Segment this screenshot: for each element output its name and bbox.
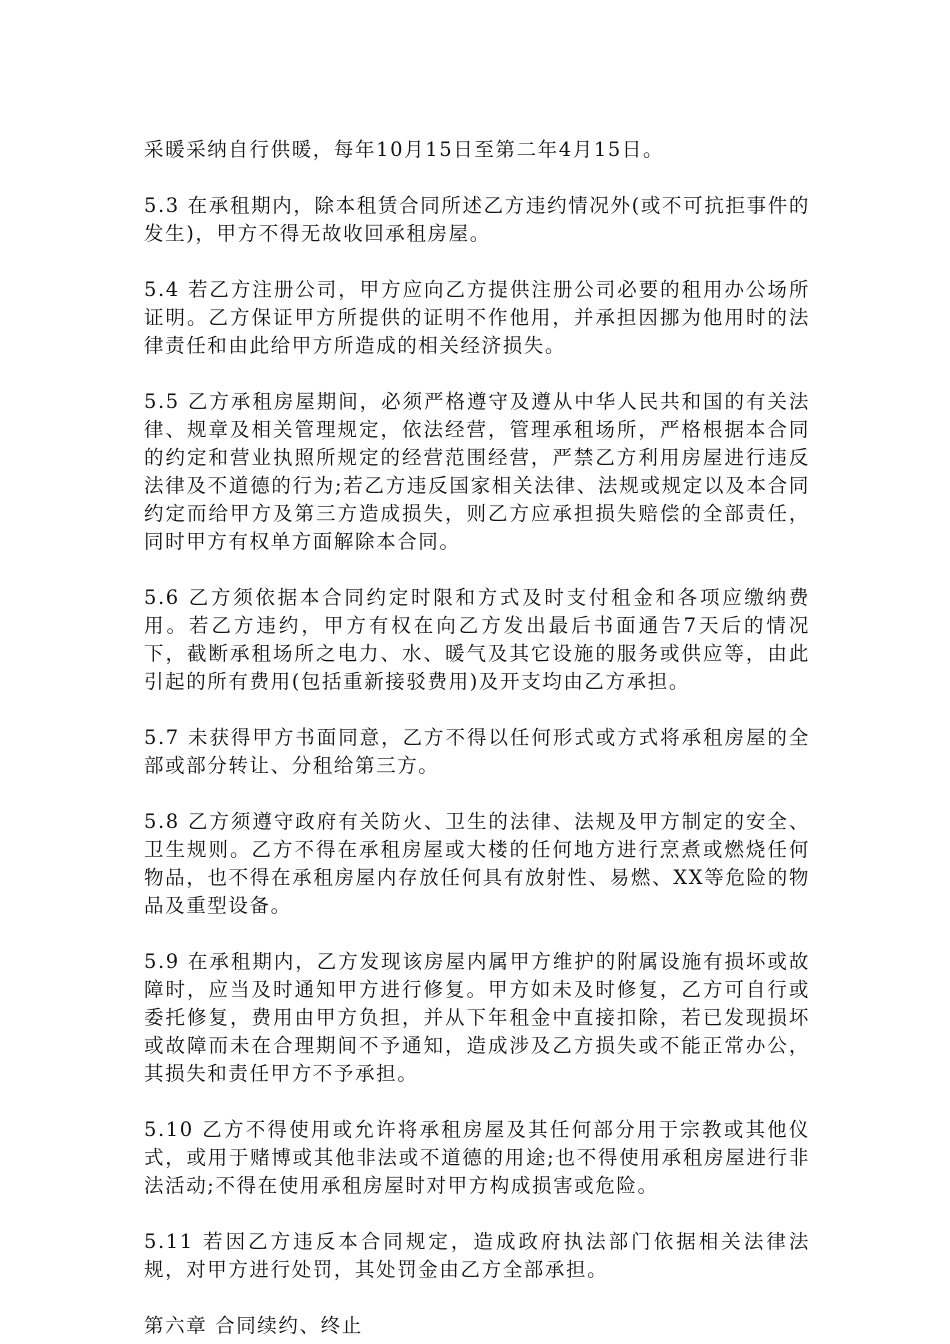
paragraph-heating: 采暖采纳自行供暖，每年10月15日至第二年4月15日。 [144, 138, 665, 161]
paragraph-5-6: 5.6 乙方须依据本合同约定时限和方式及时支付租金和各项应缴纳费用。若乙方违约，甲方有权在向乙方发出最后书面通告7天后的情况下，截断承租场所之电力、水、暖气及其它设施的服务或供应等，由此引起的所有费用(包括重新接驳费用)及开支均由乙方承担。 [144, 586, 810, 693]
paragraph-5-3: 5.3 在承租期内，除本租赁合同所述乙方违约情况外(或不可抗拒事件的发生)，甲方不得无故收回承租房屋。 [144, 194, 810, 245]
paragraph-5-7: 5.7 未获得甲方书面同意，乙方不得以任何形式或方式将承租房屋的全部或部分转让、分租给第三方。 [144, 726, 810, 777]
document-page [144, 136, 810, 1340]
paragraph-5-5: 5.5 乙方承租房屋期间，必须严格遵守及遵从中华人民共和国的有关法律、规章及相关管理规定，依法经营，管理承租场所，严格根据本合同的约定和营业执照所规定的经营范围经营，严禁乙方利用房屋进行违反法律及不道德的行为;若乙方违反国家相关法律、法规或规定以及本合同约定而给甲方及第三方造成损失，则乙方应承担损失赔偿的全部责任，同时甲方有权单方面解除本合同。 [144, 390, 810, 553]
paragraph-5-8: 5.8 乙方须遵守政府有关防火、卫生的法律、法规及甲方制定的安全、卫生规则。乙方不得在承租房屋或大楼的任何地方进行烹煮或燃烧任何物品，也不得在承租房屋内存放任何具有放射性、易燃、XX等危险的物品及重型设备。 [144, 810, 810, 917]
paragraph-5-9: 5.9 在承租期内，乙方发现该房屋内属甲方维护的附属设施有损坏或故障时，应当及时通知甲方进行修复。甲方如未及时修复，乙方可自行或委托修复，费用由甲方负担，并从下年租金中直接扣除，若已发现损坏或故障而未在合理期间不予通知，造成涉及乙方损失或不能正常办公，其损失和责任甲方不予承担。 [144, 950, 810, 1085]
paragraph-5-10: 5.10 乙方不得使用或允许将承租房屋及其任何部分用于宗教或其他仪式，或用于赌博或其他非法或不道德的用途;也不得使用承租房屋进行非法活动;不得在使用承租房屋时对甲方构成损害或危险。 [144, 1118, 810, 1197]
chapter-heading: 第六章 合同续约、终止 [144, 1314, 363, 1337]
paragraph-5-4: 5.4 若乙方注册公司，甲方应向乙方提供注册公司必要的租用办公场所证明。乙方保证甲方所提供的证明不作他用，并承担因挪为他用时的法律责任和由此给甲方所造成的相关经济损失。 [144, 278, 810, 357]
paragraph-5-11: 5.11 若因乙方违反本合同规定，造成政府执法部门依据相关法律法规，对甲方进行处罚，其处罚金由乙方全部承担。 [144, 1230, 810, 1281]
